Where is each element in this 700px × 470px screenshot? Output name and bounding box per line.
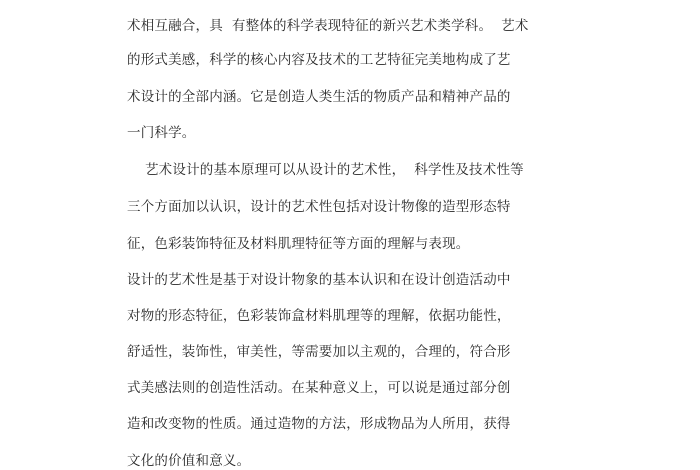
text-line-6: 三个方面加以认识，设计的艺术性包括对设计物像的造型形态特: [127, 199, 511, 215]
text-line-5: 艺术设计的基本原理可以从设计的艺术性， 科学性及技术性等: [127, 162, 524, 178]
text-line-7: 征，色彩装饰特征及材料肌理特征等方面的理解与表现。: [127, 236, 470, 252]
text-line-4: 一门科学。: [127, 125, 196, 141]
text-line-1: 术相互融合，具 有整体的科学表现特征的新兴艺术类学科。 艺术: [127, 18, 529, 34]
text-line-13: 文化的价值和意义。: [127, 453, 251, 469]
text-line-9: 对物的形态特征，色彩装饰盒材料肌理等的理解，依据功能性，: [127, 308, 511, 324]
text-line-10: 舒适性，装饰性，审美性，等需要加以主观的，合理的，符合形: [127, 344, 511, 360]
text-line-3: 术设计的全部内涵。它是创造人类生活的物质产品和精神产品的: [127, 89, 511, 105]
text-line-8: 设计的艺术性是基于对设计物象的基本认识和在设计创造活动中: [127, 272, 511, 288]
text-line-12: 造和改变物的性质。通过造物的方法，形成物品为人所用，获得: [127, 416, 511, 432]
text-line-2: 的形式美感，科学的核心内容及技术的工艺特征完美地构成了艺: [127, 52, 511, 68]
text-line-11: 式美感法则的创造性活动。在某种意义上，可以说是通过部分创: [127, 380, 511, 396]
